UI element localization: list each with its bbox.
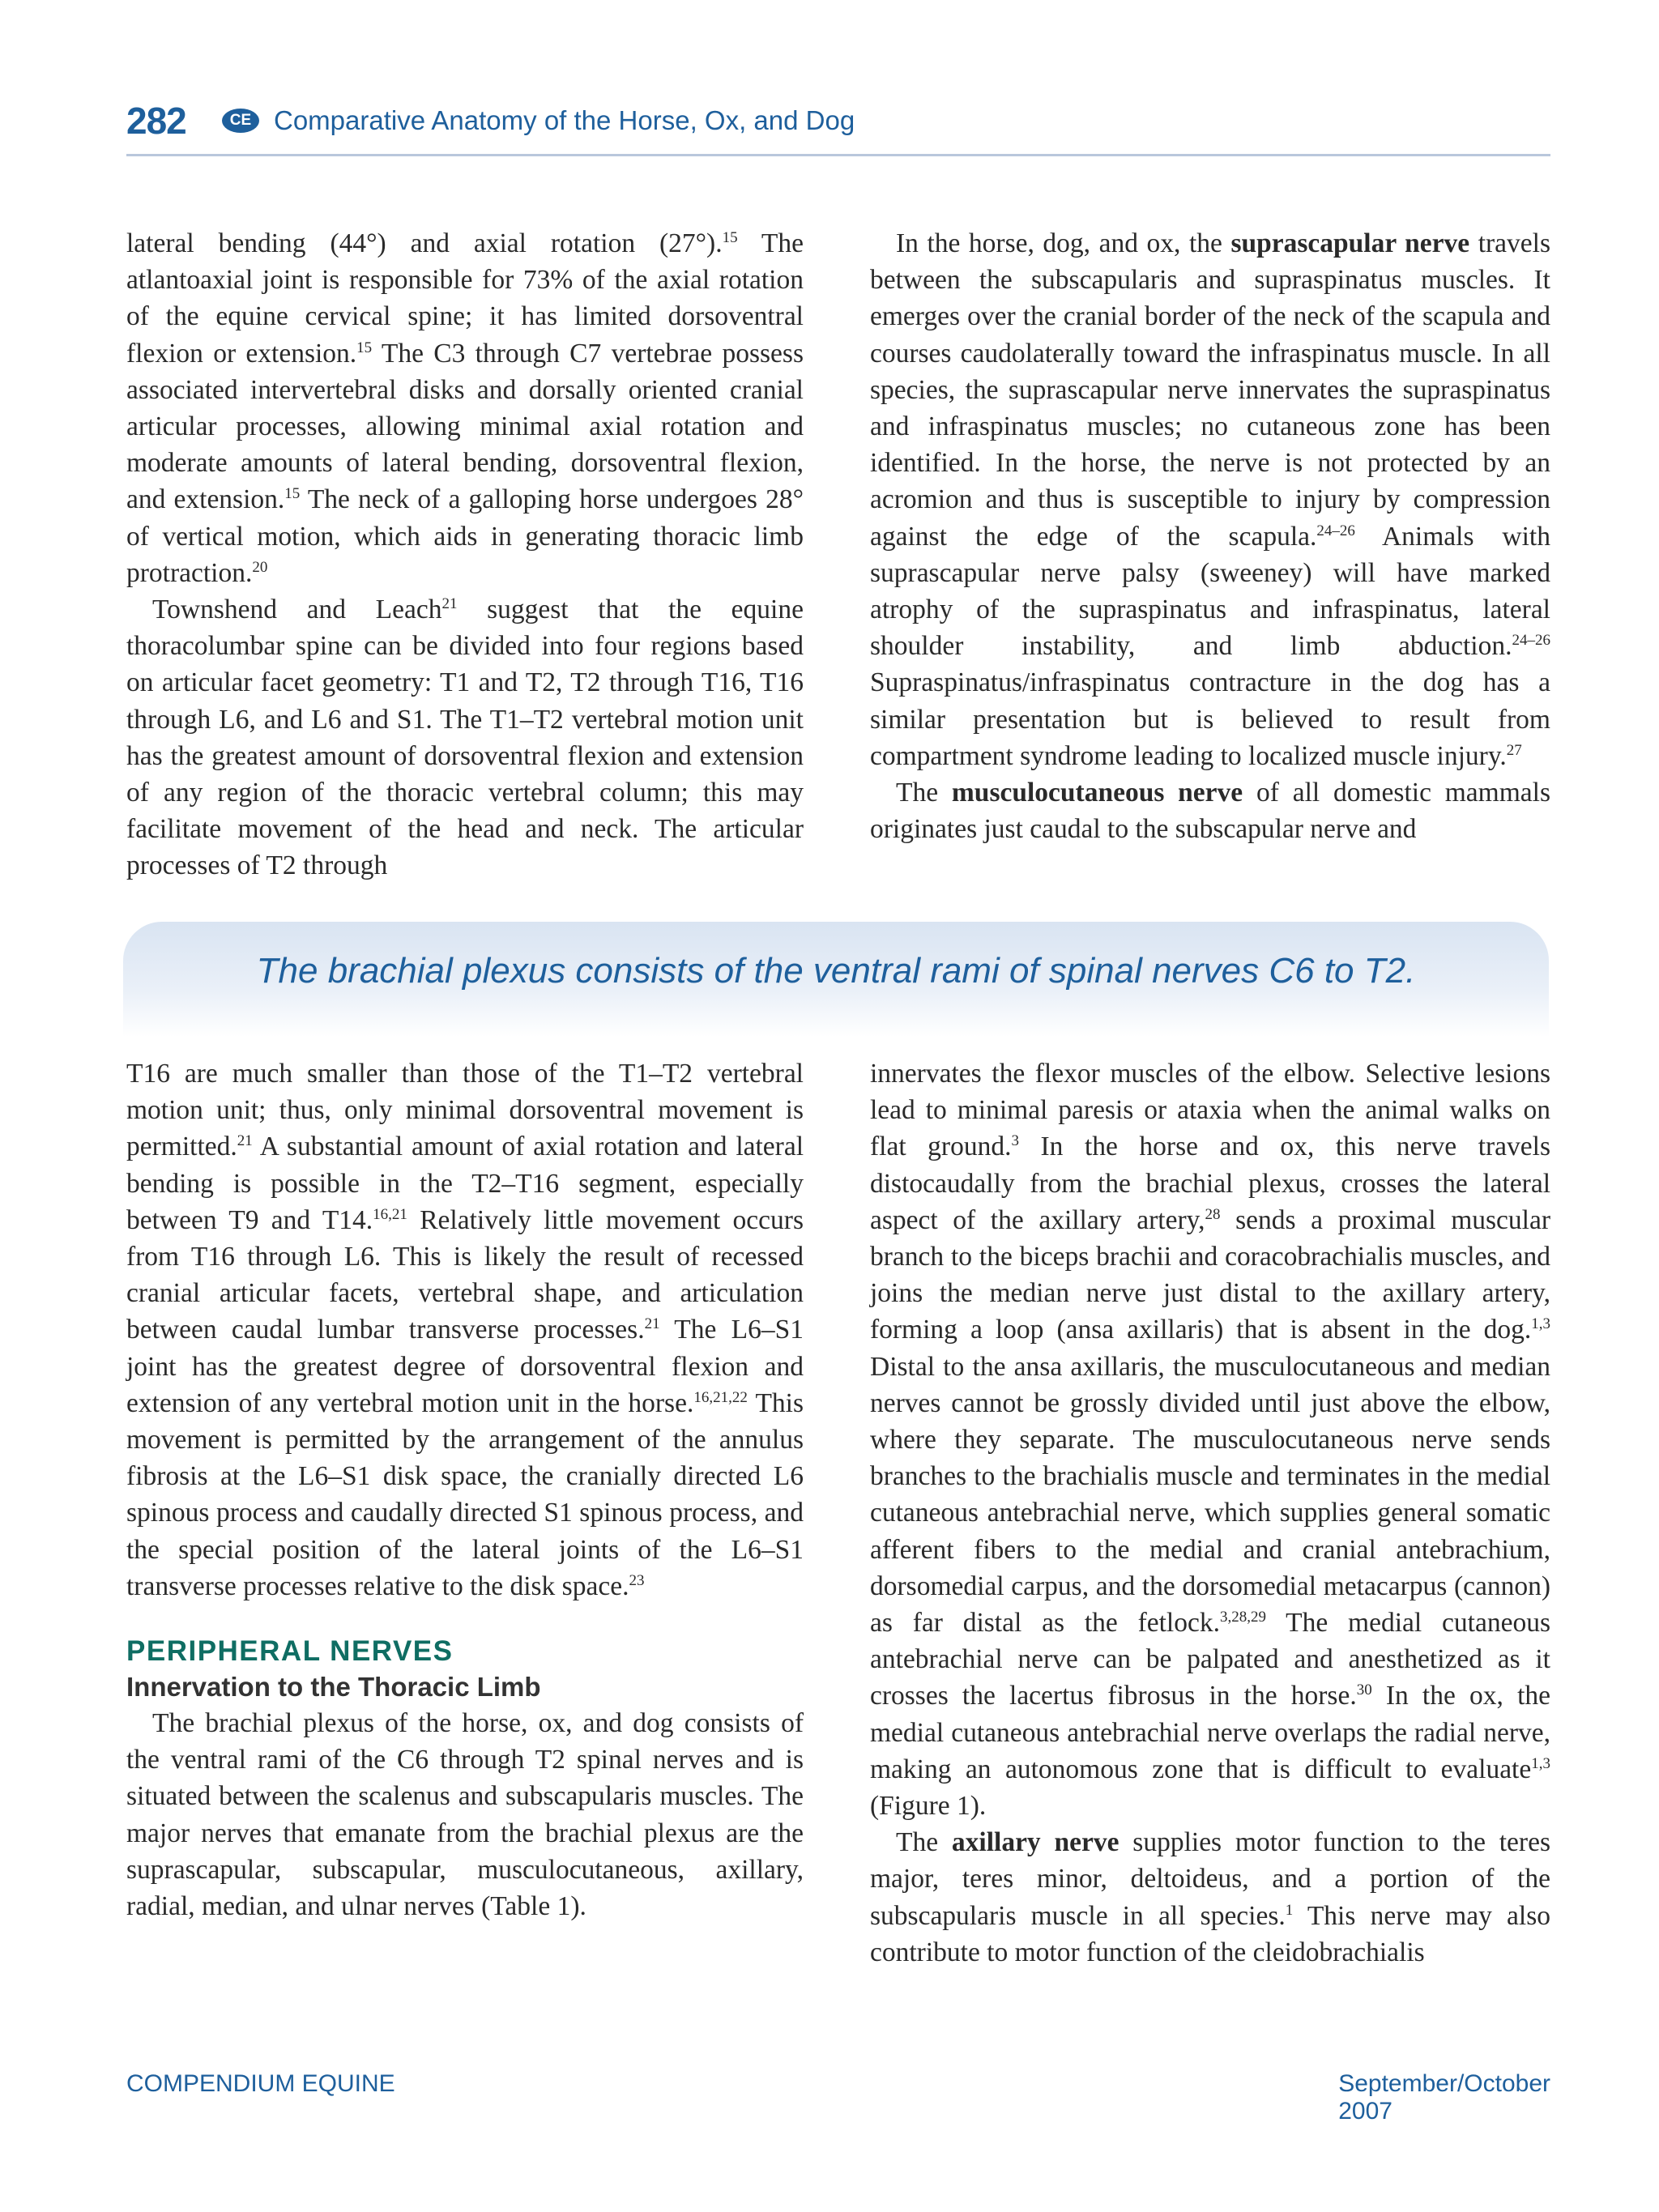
section-heading: PERIPHERAL NERVES <box>126 1635 454 1668</box>
citation: 15 <box>284 485 301 503</box>
citation: 23 <box>629 1571 645 1589</box>
citation: 15 <box>722 228 738 246</box>
citation: 28 <box>1205 1205 1221 1223</box>
citation: 1 <box>1285 1901 1294 1919</box>
term-musculocutaneous-nerve: musculocutaneous nerve <box>951 778 1243 808</box>
term-axillary-nerve: axillary nerve <box>951 1827 1120 1858</box>
citation: 16,21 <box>373 1205 407 1223</box>
running-title: Comparative Anatomy of the Horse, Ox, and Dog <box>274 105 855 135</box>
citation: 21 <box>644 1315 660 1333</box>
pull-quote <box>123 922 1549 1037</box>
term-suprascapular-nerve: suprascapular nerve <box>1230 228 1470 258</box>
column-left-top <box>126 225 804 884</box>
header-rule <box>126 154 1550 156</box>
citation: 15 <box>356 339 373 356</box>
page-header <box>126 99 1550 157</box>
citation: 24–26 <box>1316 522 1355 539</box>
paragraph: The musculocutaneous nerve of all domestic mammals originates just caudal to the subscapular nerve and <box>870 778 1551 845</box>
pull-quote-text: The brachial plexus consists of the ventral rami of spinal nerves C6 to T2. <box>256 951 1416 991</box>
citation: 21 <box>237 1132 253 1150</box>
footer-issue-date: September/October 2007 <box>1338 2070 1550 2125</box>
footer-journal-name: COMPENDIUM EQUINE <box>126 2070 395 2097</box>
citation: 24–26 <box>1512 632 1550 650</box>
citation: 3,28,29 <box>1219 1608 1266 1626</box>
column-right-top <box>870 225 1550 847</box>
column-left-bottom <box>126 1055 804 1924</box>
paragraph: T16 are much smaller than those of the T1–T2 vertebral motion unit; thus, only minimal dorsoventral movement is permitted.$^{21}$ A substantial amount of axial rotation and lateral bending is possible in the T2–T16 segment, especially between T9 and T14.$^{16,21}$ Relatively little movement occurs from T16 through L6. This is likely the result of recessed cranial articular facets, vertebral shape, and articulation between caudal lumbar transverse processes.$^{21}$ The L6–S1 joint has the greatest degree of dorsoventral flexion and extension of any vertebral motion unit in the horse.$^{16,21,22}$ This movement is permitted by the arrangement of the annulus fibrosis at the L6–S1 disk space, the cranially directed L6 spinous process and caudally directed S1 spinous process, and the special position of the lateral joints of the L6–S1 transverse processes relative to the disk space.$^{23}$ <box>126 1059 804 1601</box>
citation: 1,3 <box>1531 1315 1550 1333</box>
paragraph: In the horse, dog, and ox, the suprascapular nerve travels between the subscapularis and supraspinatus muscles. It emerges over the cranial border of the neck of the scapula and courses caudolaterally toward the infraspinatus muscle. In all species, the suprascapular nerve innervates the supraspinatus and infraspinatus muscles; no cutaneous zone has been identified. In the horse, the nerve is not protected by an acromion and thus is susceptible to injury by compression against the edge of the scapula.$^{24-26}$ Animals with suprascapular nerve palsy (sweeney) will have marked atrophy of the supraspinatus and infraspinatus, lateral shoulder instability, and limb abduction.$^{24-26}$ Supraspinatus/infraspinatus contracture in the dog has a similar presentation but is believed to result from compartment syndrome leading to localized muscle injury.$^{27}$ <box>870 228 1550 771</box>
citation: 3 <box>1011 1132 1019 1150</box>
citation: 30 <box>1356 1681 1372 1699</box>
citation: 16,21,22 <box>693 1388 748 1406</box>
subsection-heading: Innervation to the Thoracic Limb <box>126 1672 541 1703</box>
column-right-bottom <box>870 1055 1550 1971</box>
citation: 27 <box>1506 741 1522 759</box>
paragraph: innervates the flexor muscles of the elbow. Selective lesions lead to minimal paresis or ataxia when the animal walks on flat ground.$^3$ In the horse and ox, this nerve travels distocaudally from the brachial plexus, crosses the lateral aspect of the axillary artery,$^{28}$ sends a proximal muscular branch to the biceps brachii and coracobrachialis muscles, and joins the median nerve just distal to the axillary artery, forming a loop (ansa axillaris) that is absent in the dog.$^{1,3}$ Distal to the ansa axillaris, the musculocutaneous and median nerves cannot be grossly divided until just above the elbow, where they separate. The musculocutaneous nerve sends branches to the brachialis muscle and terminates in the medial cutaneous antebrachial nerve, which supplies general somatic afferent fibers to the medial and cranial antebrachium, dorsomedial carpus, and the dorsomedial metacarpus (cannon) as far distal as the fetlock.$^{3,28,29}$ The medial cutaneous antebrachial nerve can be palpated and anesthetized as it crosses the lacertus fibrosus in the horse.$^{30}$ In the ox, the medial cutaneous antebrachial nerve overlaps the radial nerve, making an autonomous zone that is difficult to evaluate$^{1,3}$ (Figure 1). <box>870 1059 1551 1822</box>
citation: 1,3 <box>1531 1754 1550 1772</box>
paragraph: The axillary nerve supplies motor function to the teres major, teres minor, deltoideus, and a portion of the subscapularis muscle in all species.$^1$ This nerve may also contribute to motor function of the cleidobrachialis <box>870 1827 1550 1967</box>
paragraph: The brachial plexus of the horse, ox, and dog consists of the ventral rami of the C6 through T2 spinal nerves and is situated between the scalenus and subscapularis muscles. The major nerves that emanate from the brachial plexus are the suprascapular, subscapular, musculocutaneous, axillary, radial, median, and ulnar nerves (Table 1). <box>126 1708 804 1922</box>
page-number: 282 <box>126 100 186 142</box>
paragraph: Townshend and Leach$^{21}$ suggest that the equine thoracolumbar spine can be divided into four regions based on articular facet geometry: T1 and T2, T2 through T16, T16 through L6, and L6 and S1. The T1–T2 vertebral motion unit has the greatest amount of dorsoventral flexion and extension of any region of the thoracic vertebral column; this may facilitate movement of the head and neck. The articular processes of T2 through <box>126 595 804 881</box>
ce-badge-icon: CE <box>222 109 259 133</box>
paragraph: lateral bending (44°) and axial rotation (27°).$^{15}$ The atlantoaxial joint is responsible for 73% of the axial rotation of the equine cervical spine; it has limited dorsoventral flexion or extension.$^{15}$ The C3 through C7 vertebrae possess associated intervertebral disks and dorsally oriented cranial articular processes, allowing minimal axial rotation and moderate amounts of lateral bending, dorsoventral flexion, and extension.$^{15}$ The neck of a galloping horse undergoes 28° of vertical motion, which aids in generating thoracic limb protraction.$^{20}$ <box>126 228 804 588</box>
citation: 21 <box>441 595 458 612</box>
citation: 20 <box>252 558 268 576</box>
